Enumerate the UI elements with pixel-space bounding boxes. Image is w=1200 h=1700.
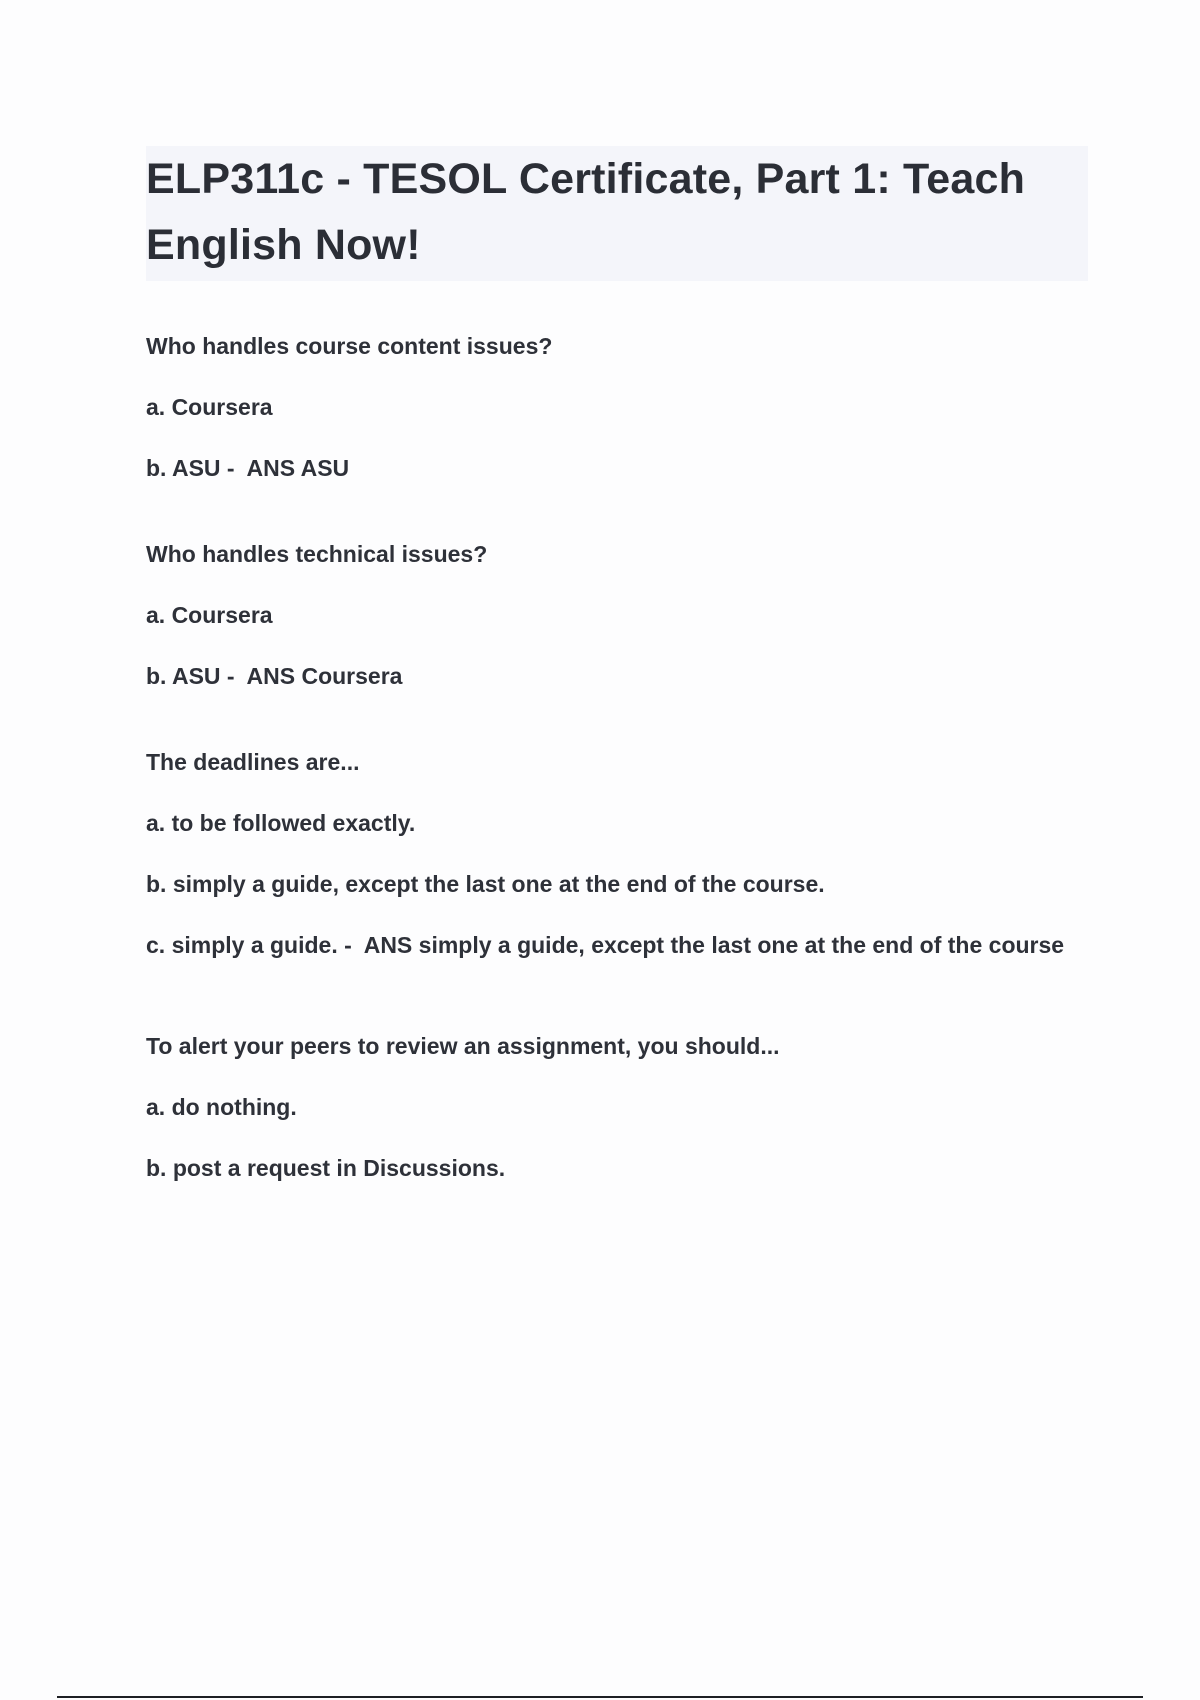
question-block: [146, 540, 1086, 690]
footer-divider: [57, 1696, 1143, 1698]
answer-option: a. do nothing.: [146, 1094, 297, 1120]
answer-option: b. simply a guide, except the last one at the end of the course.: [146, 871, 825, 897]
question-text: The deadlines are...: [146, 749, 360, 775]
question-block: [146, 1032, 1086, 1182]
question-text: To alert your peers to review an assignment, you should...: [146, 1033, 780, 1059]
question-text: Who handles technical issues?: [146, 541, 488, 567]
answer-option: c. simply a guide. - ANS simply a guide, except the last one at the end of the course: [146, 932, 1065, 958]
question-text: Who handles course content issues?: [146, 333, 553, 359]
page-title: ELP311c - TESOL Certificate, Part 1: Teach English Now!: [146, 155, 1026, 269]
answer-option: a. Coursera: [146, 602, 273, 628]
question-block: [146, 332, 1086, 482]
title-banner: [146, 146, 1088, 281]
answer-option: a. to be followed exactly.: [146, 810, 416, 836]
answer-option: a. Coursera: [146, 394, 273, 420]
answer-option: b. ASU - ANS ASU: [146, 455, 350, 481]
question-block: [146, 748, 1086, 974]
answer-option: b. ASU - ANS Coursera: [146, 663, 403, 689]
question-list: [146, 332, 1086, 1240]
answer-option: b. post a request in Discussions.: [146, 1155, 506, 1181]
